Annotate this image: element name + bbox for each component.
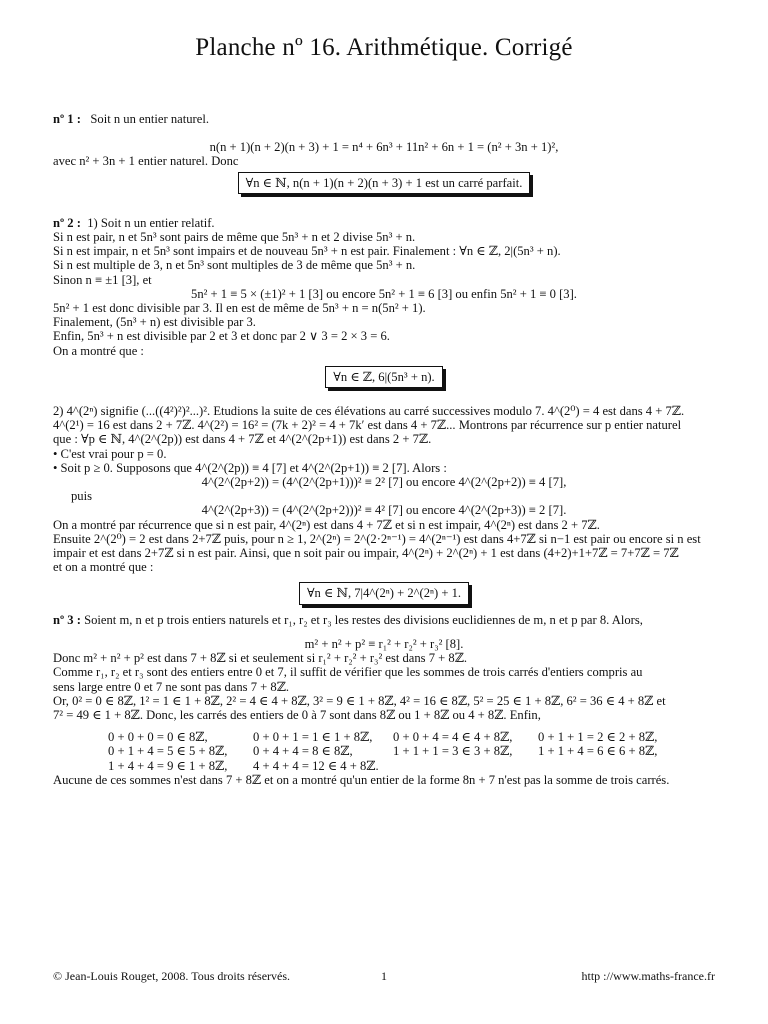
exercise-2-line-4: Si n est multiple de 3, n et 5n³ sont multiples de 3 de même que 5n³ + n. — [53, 258, 416, 273]
exercise-2-line-8: Enfin, 5n³ + n est divisible par 2 et 3 et donc par 2 ∨ 3 = 2 × 3 = 6. — [53, 329, 390, 344]
sum-cell — [538, 759, 678, 773]
exercise-3-intro — [53, 613, 715, 627]
sum-cell: 0 + 0 + 4 = 4 ∈ 4 + 8ℤ, — [393, 730, 513, 745]
exercise-2-equation-2: 4^(2^(2p+2)) = (4^(2^(2p+1)))² ≡ 2² [7] ou encore 4^(2^(2p+2)) ≡ 4 [7], — [201, 475, 567, 490]
sum-cell: 0 + 0 + 1 = 1 ∈ 1 + 8ℤ, — [253, 730, 373, 745]
exercise-2-line-3: Si n est impair, n et 5n³ sont impairs et de nouveau 5n³ + n est pair. Finalement : ∀n ∈ ℤ, 2|(5n³ + n). — [53, 244, 561, 259]
exercise-3-equation: m² + n² + p² ≡ r₁² + r₂² + r₃² [8]. — [304, 636, 464, 651]
exercise-2-part-2-line-c: que : ∀p ∈ ℕ, 4^(2^(2p)) est dans 4 + 7ℤ et 4^(2^(2p+1)) est dans 2 + 7ℤ. — [53, 432, 432, 447]
footer-copyright: © Jean-Louis Rouget, 2008. Tous droits réservés. — [53, 969, 291, 983]
page-title: Planche nº 16. Arithmétique. Corrigé — [195, 34, 573, 61]
exercise-1-intro — [53, 112, 715, 126]
exercise-2-bullet-2: • Soit p ≥ 0. Supposons que 4^(2^(2p)) ≡ 4 [7] et 4^(2^(2p+1)) ≡ 2 [7]. Alors : — [53, 460, 447, 475]
document-body — [53, 112, 715, 787]
exercise-2-line-2: Si n est pair, n et 5n³ sont pairs de même que 5n³ + n et 2 divise 5n³ + n. — [53, 230, 416, 245]
exercise-2-line-1 — [53, 216, 715, 230]
exercise-2-result-1-box: ∀n ∈ ℤ, 6|(5n³ + n). — [325, 366, 442, 388]
exercise-2-line-5: Sinon n ≡ ±1 [3], et — [53, 272, 152, 287]
exercise-2-recurrence-1: On a montré par récurrence que si n est pair, 4^(2ⁿ) est dans 4 + 7ℤ et si n est impair, 4^(2ⁿ) est dans 2 + 7ℤ. — [53, 517, 600, 532]
exercise-1-heading: nº 1 : — [53, 112, 81, 126]
sum-cell — [393, 759, 538, 773]
exercise-1-result-wrap — [53, 172, 715, 194]
exercise-2-recurrence-4: et on a montré que : — [53, 560, 154, 575]
exercise-1-result-box: ∀n ∈ ℕ, n(n + 1)(n + 2)(n + 3) + 1 est un carré parfait. — [238, 172, 531, 194]
exercise-3-line-4: Or, 0² = 0 ∈ 8ℤ, 1² = 1 ∈ 1 + 8ℤ, 2² = 4 ∈ 4 + 8ℤ, 3² = 9 ∈ 1 + 8ℤ, 4² = 16 ∈ 8ℤ, 5² = 25 ∈ 1 + 8ℤ, 6² = 36 ∈ 4 + 8ℤ et — [53, 693, 666, 708]
exercise-1-equation: n(n + 1)(n + 2)(n + 3) + 1 = n⁴ + 6n³ + 11n² + 6n + 1 = (n² + 3n + 1)², — [209, 140, 559, 155]
exercise-2-equation-1: 5n² + 1 ≡ 5 × (±1)² + 1 [3] ou encore 5n² + 1 ≡ 6 [3] ou enfin 5n² + 1 ≡ 0 [3]. — [191, 286, 577, 301]
exercise-2-result-2-box: ∀n ∈ ℕ, 7|4^(2ⁿ) + 2^(2ⁿ) + 1. — [299, 582, 469, 604]
exercise-2-line-6: 5n² + 1 est donc divisible par 3. Il en est de même de 5n³ + n = n(5n² + 1). — [53, 301, 426, 316]
exercise-2-recurrence-2: Ensuite 2^(2⁰) = 2 est dans 2+7ℤ puis, pour n ≥ 1, 2^(2ⁿ) = 2^(2·2ⁿ⁻¹) = 4^(2ⁿ⁻¹) est dans 4+7ℤ si n−1 est pair ou encore si n est — [53, 531, 701, 546]
exercise-2-line-7: Finalement, (5n³ + n) est divisible par 3. — [53, 315, 256, 330]
exercise-2-recurrence-3: impair et est dans 2+7ℤ si n est pair. Ainsi, que n soit pair ou impair, 4^(2ⁿ) + 2^(2ⁿ) + 1 est dans (4+2)+1+7ℤ = 7+7ℤ = 7ℤ — [53, 546, 679, 561]
sum-cell: 1 + 1 + 1 = 3 ∈ 3 + 8ℤ, — [393, 744, 513, 759]
sum-cell: 0 + 0 + 0 = 0 ∈ 8ℤ, — [108, 730, 208, 745]
exercise-2-line-9: On a montré que : — [53, 343, 144, 358]
exercise-1-intro-text: Soit n un entier naturel. — [90, 112, 209, 126]
exercise-2-bullet-1: • C'est vrai pour p = 0. — [53, 446, 167, 461]
sum-cell: 4 + 4 + 4 = 12 ∈ 4 + 8ℤ. — [253, 758, 379, 773]
exercise-3-line-3: sens large entre 0 et 7 ne sont pas dans 7 + 8ℤ. — [53, 679, 290, 694]
sums-row-2 — [108, 744, 715, 758]
exercise-2-result-2-wrap — [53, 582, 715, 604]
exercise-2-equation-3: 4^(2^(2p+3)) = (4^(2^(2p+2)))² ≡ 4² [7] ou encore 4^(2^(2p+3)) ≡ 2 [7]. — [201, 503, 567, 518]
sums-row-3 — [108, 759, 715, 773]
exercise-3-line-5: 7² = 49 ∈ 1 + 8ℤ. Donc, les carrés des entiers de 0 à 7 sont dans 8ℤ ou 1 + 8ℤ ou 4 + 8ℤ. Enfin, — [53, 707, 541, 722]
exercise-3-line-2: Comme r₁, r₂ et r₃ sont des entiers entre 0 et 7, il suffit de vérifier que les sommes de trois carrés d'entiers compris au — [53, 665, 643, 680]
exercise-3-conclusion: Aucune de ces sommes n'est dans 7 + 8ℤ et on a montré qu'un entier de la forme 8n + 7 n'est pas la somme de trois carrés. — [53, 772, 670, 787]
exercise-3 — [53, 613, 715, 787]
sum-cell: 0 + 4 + 4 = 8 ∈ 8ℤ, — [253, 744, 353, 759]
exercise-1-after: avec n² + 3n + 1 entier naturel. Donc — [53, 154, 239, 169]
exercise-3-sums-grid — [108, 730, 715, 773]
sums-row-1 — [108, 730, 715, 744]
exercise-2-puis: puis — [71, 489, 92, 504]
sum-cell: 1 + 1 + 4 = 6 ∈ 6 + 8ℤ, — [538, 744, 658, 759]
footer-website-link[interactable]: http ://www.maths-france.fr — [581, 969, 715, 983]
exercise-2-part-2-line-b: 4^(2¹) = 16 est dans 2 + 7ℤ. 4^(2²) = 16² = (7k + 2)² = 4 + 7k′ est dans 4 + 7ℤ... Montrons par récurrence sur p entier naturel — [53, 418, 682, 433]
exercise-2-part-2-line-a: 2) 4^(2ⁿ) signifie (...((4²)²)²...)². Etudions la suite de ces élévations au carré successives modulo 7. 4^(2⁰) = 4 est dans 4 + 7ℤ. — [53, 404, 685, 419]
exercise-3-intro-text: Soient m, n et p trois entiers naturels et r₁, r₂ et r₃ les restes des divisions euclidiennes de m, n et p par 8. Alors, — [84, 612, 643, 627]
exercise-2-heading: nº 2 : — [53, 215, 81, 230]
exercise-2-result-1-wrap — [53, 366, 715, 388]
exercise-3-line-1: Donc m² + n² + p² est dans 7 + 8ℤ si et seulement si r₁² + r₂² + r₃² est dans 7 + 8ℤ. — [53, 651, 468, 666]
sum-cell: 0 + 1 + 1 = 2 ∈ 2 + 8ℤ, — [538, 730, 658, 745]
sum-cell: 0 + 1 + 4 = 5 ∈ 5 + 8ℤ, — [108, 744, 228, 759]
exercise-2-part-1-intro: 1) Soit n un entier relatif. — [87, 215, 215, 230]
page-footer — [53, 969, 715, 984]
exercise-2 — [53, 216, 715, 605]
exercise-1 — [53, 112, 715, 194]
sum-cell: 1 + 4 + 4 = 9 ∈ 1 + 8ℤ, — [108, 758, 228, 773]
exercise-3-heading: nº 3 : — [53, 612, 81, 627]
page-number: 1 — [381, 969, 387, 983]
